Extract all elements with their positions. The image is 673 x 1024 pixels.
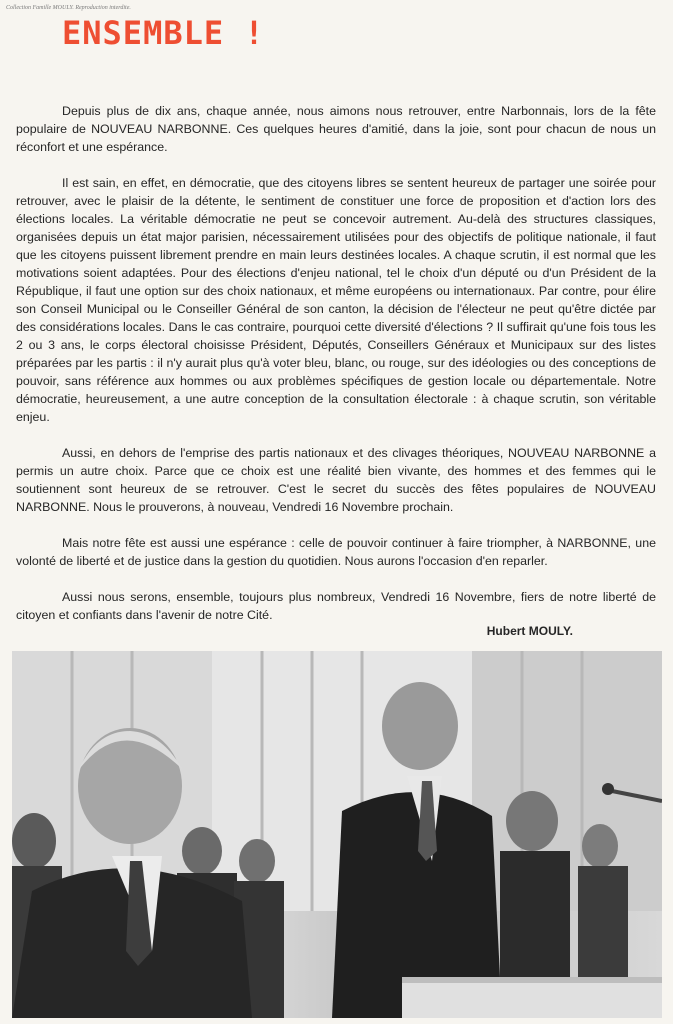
photo-illustration (12, 651, 662, 1018)
audience-man3-head (506, 791, 558, 851)
audience-man2-head (239, 839, 275, 883)
paragraph-2: Il est sain, en effet, en démocratie, que des citoyens libres se sentent heureux de partager une soirée pour retrouver, avec le plaisir de la détente, le sentiment de constituer une force de proposition et d'action lors des élections locales. La véritable démocratie ne peut se concevoir autrement. Au-delà des structures classiques, organisées depuis un état major parisien, nécessairement utilisées pour des objectifs de politique nationale, il faut que les citoyens puissent librement prendre en main leurs destinées locales. A chaque scrutin, il est normal que les motivations soient adaptées. Pour des élections d'enjeu national, tel le choix d'un député ou d'un Président de la République, il faut une option sur des choix nationaux, et même européens ou internationaux. Par contre, pour élire son Conseil Municipal ou le Conseiller Général de son canton, la décision de l'électeur ne peut qu'être dictée par des considérations locales. Dans le cas contraire, pourquoi cette diversité d'élections ? Il suffirait qu'une fois tous les 2 ou 3 ans, le corps électoral choisisse Président, Députés, Conseillers Généraux et Municipaux sur des listes préparées par les partis : il n'y aurait plus qu'à voter bleu, blanc, ou rouge, sur des idéologies ou des conceptions de pouvoir, sans référence aux hommes ou aux problèmes spécifiques de gestion locale ou départementale. Notre démocratie, heureusement, a une autre conception de la consultation électorale : à chaque scrutin, son véritable enjeu. (16, 176, 656, 424)
audience-man-head (182, 827, 222, 875)
audience-man4-head (582, 824, 618, 868)
paragraph-5: Aussi nous serons, ensemble, toujours plus nombreux, Vendredi 16 Novembre, fiers de notre liberté de citoyen et confiants dans l'avenir de notre Cité. (16, 590, 656, 622)
paragraph-1: Depuis plus de dix ans, chaque année, nous aimons nous retrouver, entre Narbonnais, lors de la fête populaire de NOUVEAU NARBONNE. Ces quelques heures d'amitié, dans la joie, sont pour chacun de nous un réconfort et une espérance. (16, 104, 656, 154)
lectern (402, 981, 662, 1018)
collection-watermark: Collection Famille MOULY. Reproduction interdite. (6, 5, 131, 11)
foreground-man-head (78, 728, 182, 844)
article-body (16, 102, 656, 642)
paragraph-3: Aussi, en dehors de l'emprise des partis nationaux et des clivages théoriques, NOUVEAU NARBONNE a permis un autre choix. Parce que ce choix est une réalité bien vivante, des hommes et des femmes qui le soutiennent sont heureux de se retrouver. C'est le secret du succès des fêtes populaires de NOUVEAU NARBONNE. Nous le prouverons, à nouveau, Vendredi 16 Novembre prochain. (16, 446, 656, 514)
microphone-head (602, 783, 614, 795)
page-title: ENSEMBLE ! (62, 14, 265, 52)
audience-woman-head (12, 813, 56, 869)
speaker-head (382, 682, 458, 770)
lectern-edge (402, 977, 662, 983)
speech-photo (12, 651, 662, 1018)
paragraph-4: Mais notre fête est aussi une espérance : celle de pouvoir continuer à faire triompher, à NARBONNE, une volonté de liberté et de justice dans la gestion du quotidien. Nous aurons l'occasion d'en reparler. (16, 536, 656, 568)
author-signature: Hubert MOULY. (486, 624, 573, 638)
